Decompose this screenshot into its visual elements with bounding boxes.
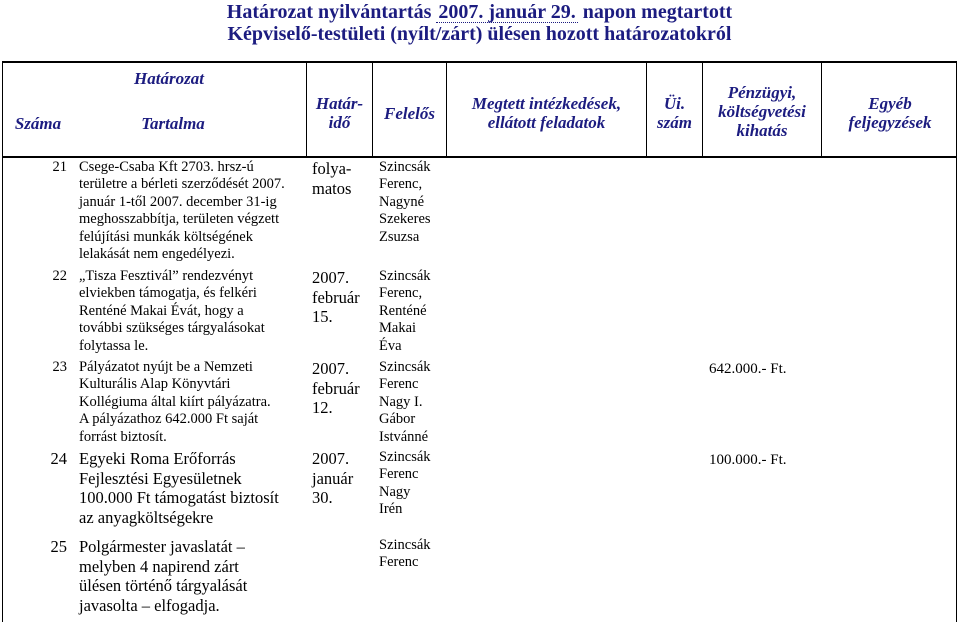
row-22-number: 22 <box>52 268 67 284</box>
row-22-deadline: 2007. február 15. <box>312 268 360 326</box>
header-ui-szam: Üi. szám <box>657 94 692 132</box>
row-23-amount: 642.000.- Ft. <box>709 361 787 377</box>
header-hatarido: Határ- idő <box>315 94 364 132</box>
row-24-amount: 100.000.- Ft. <box>709 452 787 468</box>
title-line-2: Képviselő-testületi (nyílt/zárt) ülésen hozott határozatokról <box>227 23 732 45</box>
row-24-content: Egyeki Roma Erőforrás Fejlesztési Egyesületnek 100.000 Ft támogatást biztosít az anyagköltségekre <box>79 449 279 527</box>
header-penzugyi: Pénzügyi, költségvetési kihatás <box>718 83 806 140</box>
row-21-number: 21 <box>52 159 67 175</box>
resolution-table <box>2 61 957 622</box>
row-23-responsible: Szincsák Ferenc Nagy I. Gábor Istvánné <box>379 359 431 445</box>
title-suffix: napon megtartott <box>582 1 733 23</box>
title-line-1 <box>0 1 959 24</box>
header-bottom-rule <box>3 156 956 158</box>
header-szama: Száma <box>14 114 62 133</box>
title-prefix: Határozat nyilvántartás <box>226 1 432 23</box>
header-felelos: Felelős <box>384 104 435 123</box>
row-25-responsible: Szincsák Ferenc <box>379 537 431 571</box>
row-21-deadline: folya- matos <box>312 159 352 198</box>
header-tartalma: Tartalma <box>141 114 205 133</box>
header-egyeb: Egyéb feljegyzések <box>848 94 932 132</box>
row-24-number: 24 <box>50 449 67 468</box>
row-25-content: Polgármester javaslatát – melyben 4 napirend zárt ülésen történő tárgyalását javasolta – elfogadja. <box>79 537 248 615</box>
title-date: 2007. január 29. <box>438 1 576 23</box>
row-25-number: 25 <box>50 537 67 556</box>
row-23-content: Pályázatot nyújt be a Nemzeti Kulturális Alap Könyvtári Kollégiuma által kiírt pályázatra. A pályázathoz 642.000 Ft saját forrást biztosít. <box>79 359 271 445</box>
header-megtett: Megtett intézkedések, ellátott feladatok <box>471 94 622 132</box>
header-hatarozat: Határozat <box>134 69 204 88</box>
row-21-content: Csege-Csaba Kft 2703. hrsz-ú területre a bérleti szerződését 2007. január 1-től 2007. december 31-ig meghosszabbítja, területen végzett felújítási munkák költségének lelakását nem engedélyezi. <box>79 159 285 263</box>
row-24-responsible: Szincsák Ferenc Nagy Irén <box>379 449 431 518</box>
row-23-number: 23 <box>52 359 67 375</box>
row-22-content: „Tisza Fesztivál” rendezvényt elviekben támogatja, és felkéri Renténé Makai Évát, hogy a további szükséges tárgyalásokat folytassa le. <box>79 268 265 354</box>
row-22-responsible: Szincsák Ferenc, Renténé Makai Éva <box>379 268 431 354</box>
row-23-deadline: 2007. február 12. <box>312 359 360 417</box>
row-24-deadline: 2007. január 30. <box>312 449 354 507</box>
row-21-responsible: Szincsák Ferenc, Nagyné Szekeres Zsuzsa <box>379 159 431 245</box>
